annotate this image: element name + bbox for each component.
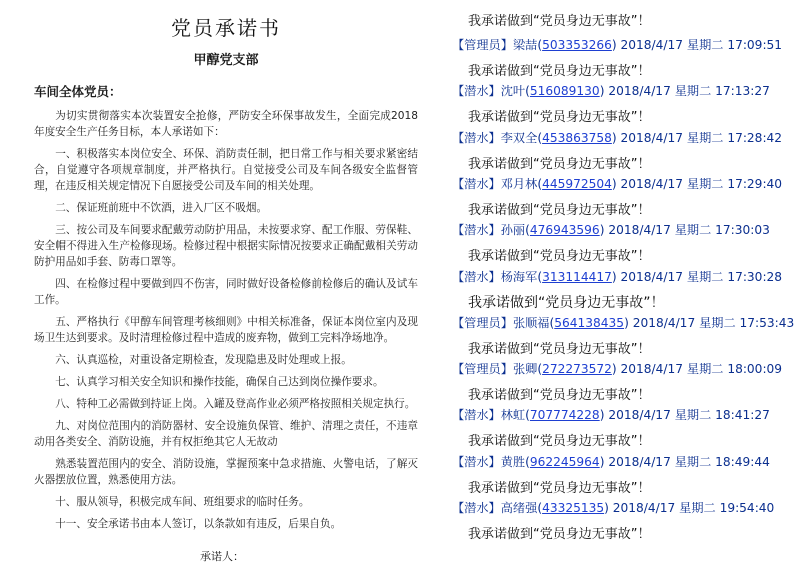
chat-message-text: 我承诺做到“党员身边无事故”！	[468, 249, 651, 265]
document-paragraph: 十、服从领导，积极完成车间、班组要求的临时任务。	[55, 496, 310, 508]
chat-message-text: 我承诺做到“党员身边无事故”！	[468, 341, 651, 357]
qq-close-paren: )	[611, 38, 621, 52]
qq-open-paren: (	[537, 38, 543, 52]
qq-close-paren: )	[599, 84, 609, 99]
chat-message-header	[452, 314, 794, 331]
member-role: 【管理员】	[452, 315, 513, 330]
document-paragraph: 三、按公司及车间要求配戴劳动防护用品，未按要求穿、配工作服、劳保鞋、安全帽不得进入生产检修现场。检修过程中根据实际情况按要求正确配戴相关劳动防护用品如手套、防毒口罩等。	[34, 224, 418, 268]
document-paragraph: 四、在检修过程中要做到四不伤害，同时做好设备检修前检修后的确认及试车工作。	[34, 278, 418, 306]
document-paragraph: 八、特种工必需做到持证上岗。入罐及登高作业必须严格按照相关规定执行。	[55, 398, 416, 410]
member-qq-link[interactable]: 476943596	[529, 223, 600, 238]
member-name[interactable]: 杨海军	[500, 269, 538, 284]
message-timestamp: 2018/4/17 星期二 17:28:42	[620, 130, 783, 145]
qq-close-paren: )	[599, 454, 609, 469]
qq-open-paren: (	[525, 84, 530, 99]
message-timestamp: 2018/4/17 星期二 17:30:03	[608, 223, 770, 238]
qq-close-paren: )	[611, 269, 621, 284]
member-qq-link[interactable]: 516089130	[529, 84, 600, 99]
chat-message-header	[452, 268, 782, 285]
qq-open-paren: (	[537, 176, 543, 191]
member-name[interactable]: 林虹	[500, 408, 526, 423]
member-name[interactable]: 张顺福	[512, 315, 550, 330]
qq-open-paren: (	[525, 454, 530, 469]
document-paragraph: 十一、安全承诺书由本人签订，以条款如有违反，后果自负。	[55, 518, 342, 530]
chat-message-header	[452, 36, 782, 53]
chat-message-header	[452, 453, 770, 470]
member-name[interactable]: 李双全	[500, 130, 538, 145]
chat-log[interactable]	[440, 0, 809, 576]
message-timestamp: 2018/4/17 星期二 18:49:44	[608, 454, 770, 469]
member-role: 【潜水】	[452, 176, 501, 191]
chat-message-header	[452, 499, 774, 516]
document-paragraph: 二、保证班前班中不饮酒，进入厂区不吸烟。	[55, 202, 268, 214]
member-name[interactable]: 梁喆	[512, 38, 538, 52]
document-paragraph: 熟悉装置范围内的安全、消防设施，掌握预案中急求措施、火警电话，了解灭火器摆放位置，熟悉使用方法。	[34, 458, 418, 486]
qq-open-paren: (	[537, 130, 543, 145]
qq-open-paren: (	[525, 408, 530, 423]
member-qq-link[interactable]: 707774228	[529, 408, 600, 423]
member-qq-link[interactable]: 962245964	[529, 454, 600, 469]
member-name[interactable]: 高绪强	[500, 501, 538, 515]
document-body	[34, 10, 418, 538]
message-timestamp: 2018/4/17 星期二 17:09:51	[620, 38, 783, 52]
document-paragraph: 九、对岗位范围内的消防器材、安全设施负保管、维护、清理之责任，不违章动用各类安全、消防设施，并有权拒绝其它人无故动	[34, 420, 418, 448]
chat-message-header	[452, 406, 770, 423]
document-subtitle: 甲醇党支部	[193, 53, 259, 68]
member-role: 【管理员】	[452, 362, 513, 377]
message-timestamp: 2018/4/17 星期二 17:13:27	[608, 84, 770, 99]
qq-close-paren: )	[611, 362, 621, 377]
document-title: 党员承诺书	[171, 16, 281, 40]
signer-label: 承诺人：	[200, 550, 244, 563]
member-qq-link[interactable]: 43325135	[542, 501, 605, 515]
message-timestamp: 2018/4/17 星期二 17:30:28	[620, 269, 783, 284]
member-qq-link[interactable]: 503353266	[542, 38, 612, 52]
member-qq-link[interactable]: 445972504	[542, 176, 612, 191]
chat-message-text: 我承诺做到“党员身边无事故”！	[468, 527, 651, 542]
qq-close-paren: )	[599, 223, 609, 238]
qq-open-paren: (	[537, 269, 543, 284]
member-qq-link[interactable]: 313114417	[542, 269, 612, 284]
chat-message-text: 我承诺做到“党员身边无事故”！	[468, 14, 651, 29]
chat-message-text: 我承诺做到“党员身边无事故”！	[468, 64, 651, 79]
qq-open-paren: (	[537, 362, 543, 377]
message-timestamp: 2018/4/17 星期二 17:53:43	[632, 315, 795, 330]
chat-message-text: 我承诺做到“党员身边无事故”！	[468, 110, 651, 126]
message-timestamp: 2018/4/17 星期二 17:29:40	[620, 176, 783, 191]
member-name[interactable]: 沈叶	[500, 84, 526, 99]
member-name[interactable]: 黄胜	[500, 454, 526, 469]
member-role: 【潜水】	[452, 223, 501, 238]
member-qq-link[interactable]: 453863758	[542, 130, 612, 145]
member-name[interactable]: 孙丽	[500, 223, 526, 238]
qq-close-paren: )	[604, 501, 613, 515]
qq-open-paren: (	[537, 501, 543, 515]
member-name[interactable]: 邓月林	[500, 176, 538, 191]
member-role: 【潜水】	[452, 454, 501, 469]
chat-message-header	[452, 129, 782, 146]
chat-message-text: 我承诺做到“党员身边无事故”！	[468, 480, 651, 496]
document-paragraph: 五、严格执行《甲醇车间管理考核细则》中相关标准备，保证本岗位室内及现场卫生达到要求。及时清理检修过程中造成的废弃物，做到工完料净场地净。	[34, 316, 418, 344]
qq-close-paren: )	[599, 408, 609, 423]
document-salutation: 车间全体党员：	[34, 84, 122, 99]
message-timestamp: 2018/4/17 星期二 18:41:27	[608, 408, 770, 423]
member-name[interactable]: 张卿	[512, 362, 538, 377]
qq-close-paren: )	[611, 176, 621, 191]
member-role: 【管理员】	[452, 38, 513, 52]
chat-message-text: 我承诺做到“党员身边无事故”！	[468, 202, 651, 218]
member-role: 【潜水】	[452, 408, 501, 423]
qq-open-paren: (	[549, 315, 555, 330]
document-paragraph: 为切实贯彻落实本次装置安全抢修，严防安全环保事故发生，全面完成2018年度安全生产任务目标，本人承诺如下：	[34, 110, 418, 138]
chat-message-text: 我承诺做到“党员身边无事故”！	[468, 294, 665, 311]
qq-close-paren: )	[624, 315, 633, 330]
chat-message-header	[452, 360, 782, 377]
document-paragraph: 六、认真巡检，对重设备定期检查，发现隐患及时处理或上报。	[55, 354, 352, 366]
qq-close-paren: )	[611, 130, 621, 145]
chat-message-text: 我承诺做到“党员身边无事故”！	[468, 434, 651, 450]
member-role: 【潜水】	[452, 501, 501, 515]
document-paragraph: 一、积极落实本岗位安全、环保、消防责任制，把日常工作与相关要求紧密结合，自觉遵守各项规章制度，并严格执行。自觉接受公司及车间各级安全监督管理，在违反相关规定情况下自愿接受公司及车间的相关处理。	[34, 148, 418, 192]
member-qq-link[interactable]: 272273572	[542, 362, 612, 377]
member-role: 【潜水】	[452, 130, 501, 145]
chat-message-header	[452, 221, 770, 238]
document-paragraph: 七、认真学习相关安全知识和操作技能，确保自己达到岗位操作要求。	[55, 376, 384, 388]
qq-open-paren: (	[525, 223, 530, 238]
chat-message-text: 我承诺做到“党员身边无事故”！	[468, 156, 651, 172]
chat-message-header	[452, 175, 782, 192]
message-timestamp: 2018/4/17 星期二 18:00:09	[620, 362, 783, 377]
member-role: 【潜水】	[452, 269, 501, 284]
chat-message-header	[452, 82, 770, 99]
chat-message-text: 我承诺做到“党员身边无事故”！	[468, 388, 651, 404]
paragraph-list	[34, 108, 418, 532]
member-qq-link[interactable]: 564138435	[554, 315, 625, 330]
member-role: 【潜水】	[452, 84, 501, 99]
message-timestamp: 2018/4/17 星期二 19:54:40	[612, 501, 775, 515]
